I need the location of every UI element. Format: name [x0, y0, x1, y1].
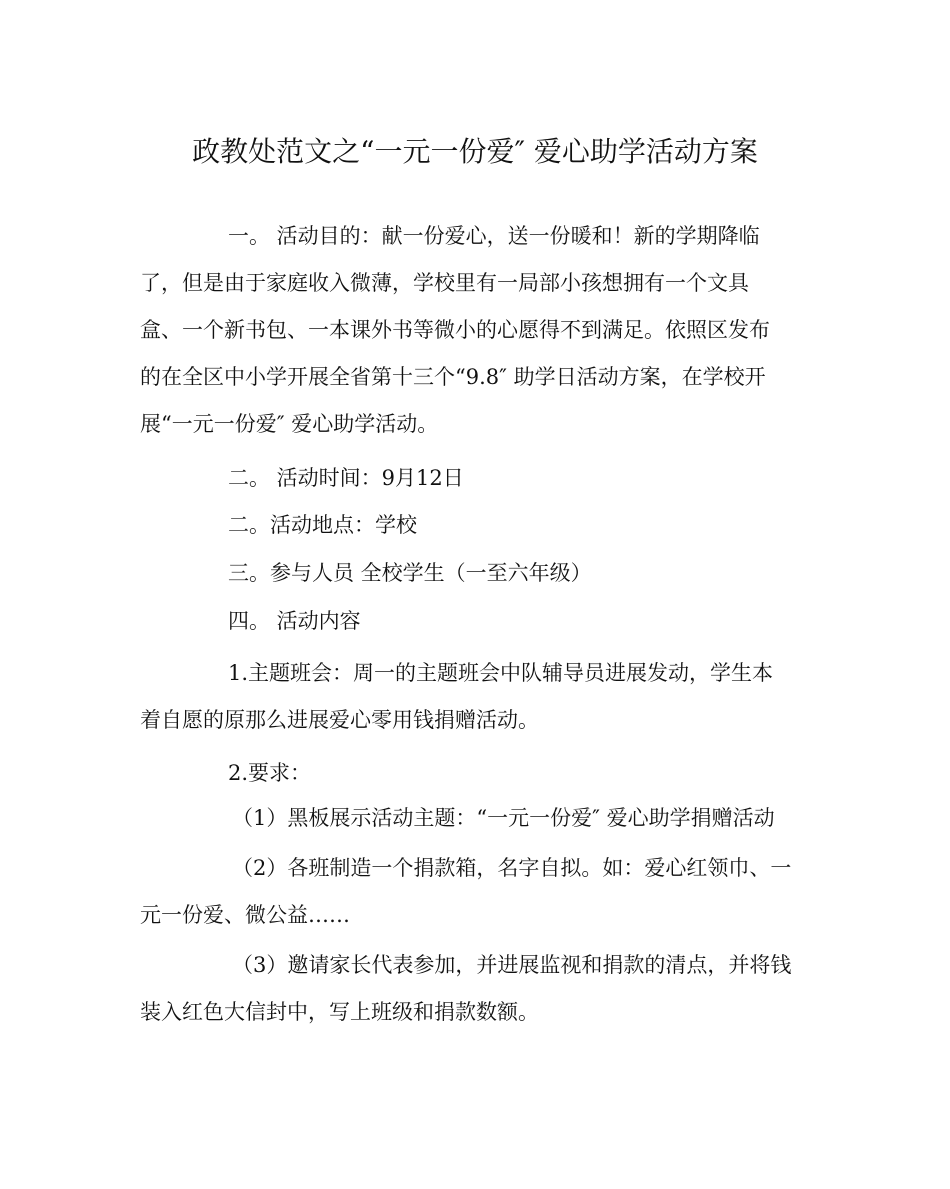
paragraph-line: （1）黑板展示活动主题：“一元一份爱″ 爱心助学捐赠活动: [232, 806, 775, 830]
paragraph-line: 2.要求：: [228, 761, 312, 785]
paragraph-line: 展“一元一份爱″ 爱心助学活动。: [140, 412, 439, 436]
paragraph-line: 二。 活动时间：9月12日: [228, 466, 464, 490]
paragraph-line: 1.主题班会：周一的主题班会中队辅导员进展发动，学生本: [228, 661, 774, 685]
paragraph-line: （2）各班制造一个捐款箱，名字自拟。如：爱心红领巾、一: [232, 856, 792, 880]
document-title: 政教处范文之“一元一份爱″ 爱心助学活动方案: [192, 135, 758, 168]
paragraph-line: 了，但是由于家庭收入微薄，学校里有一局部小孩想拥有一个文具: [140, 271, 749, 295]
paragraph-line: （3）邀请家长代表参加，并进展监视和捐款的清点，并将钱: [232, 953, 792, 977]
paragraph-line: 四。 活动内容: [228, 609, 361, 633]
paragraph-line: 的在全区中小学开展全省第十三个“9.8″ 助学日活动方案，在学校开: [140, 365, 766, 389]
paragraph-line: 一。 活动目的：献一份爱心，送一份暖和！新的学期降临: [228, 224, 760, 248]
paragraph-line: 着自愿的原那么进展爱心零用钱捐赠活动。: [140, 708, 539, 732]
paragraph-line: 二。活动地点：学校: [228, 513, 417, 537]
paragraph-line: 三。参与人员 全校学生（一至六年级）: [228, 561, 592, 585]
paragraph-line: 元一份爱、微公益……: [140, 903, 350, 927]
paragraph-line: 装入红色大信封中，写上班级和捐款数额。: [140, 1000, 539, 1024]
paragraph-line: 盒、一个新书包、一本课外书等微小的心愿得不到满足。依照区发布: [140, 318, 770, 342]
